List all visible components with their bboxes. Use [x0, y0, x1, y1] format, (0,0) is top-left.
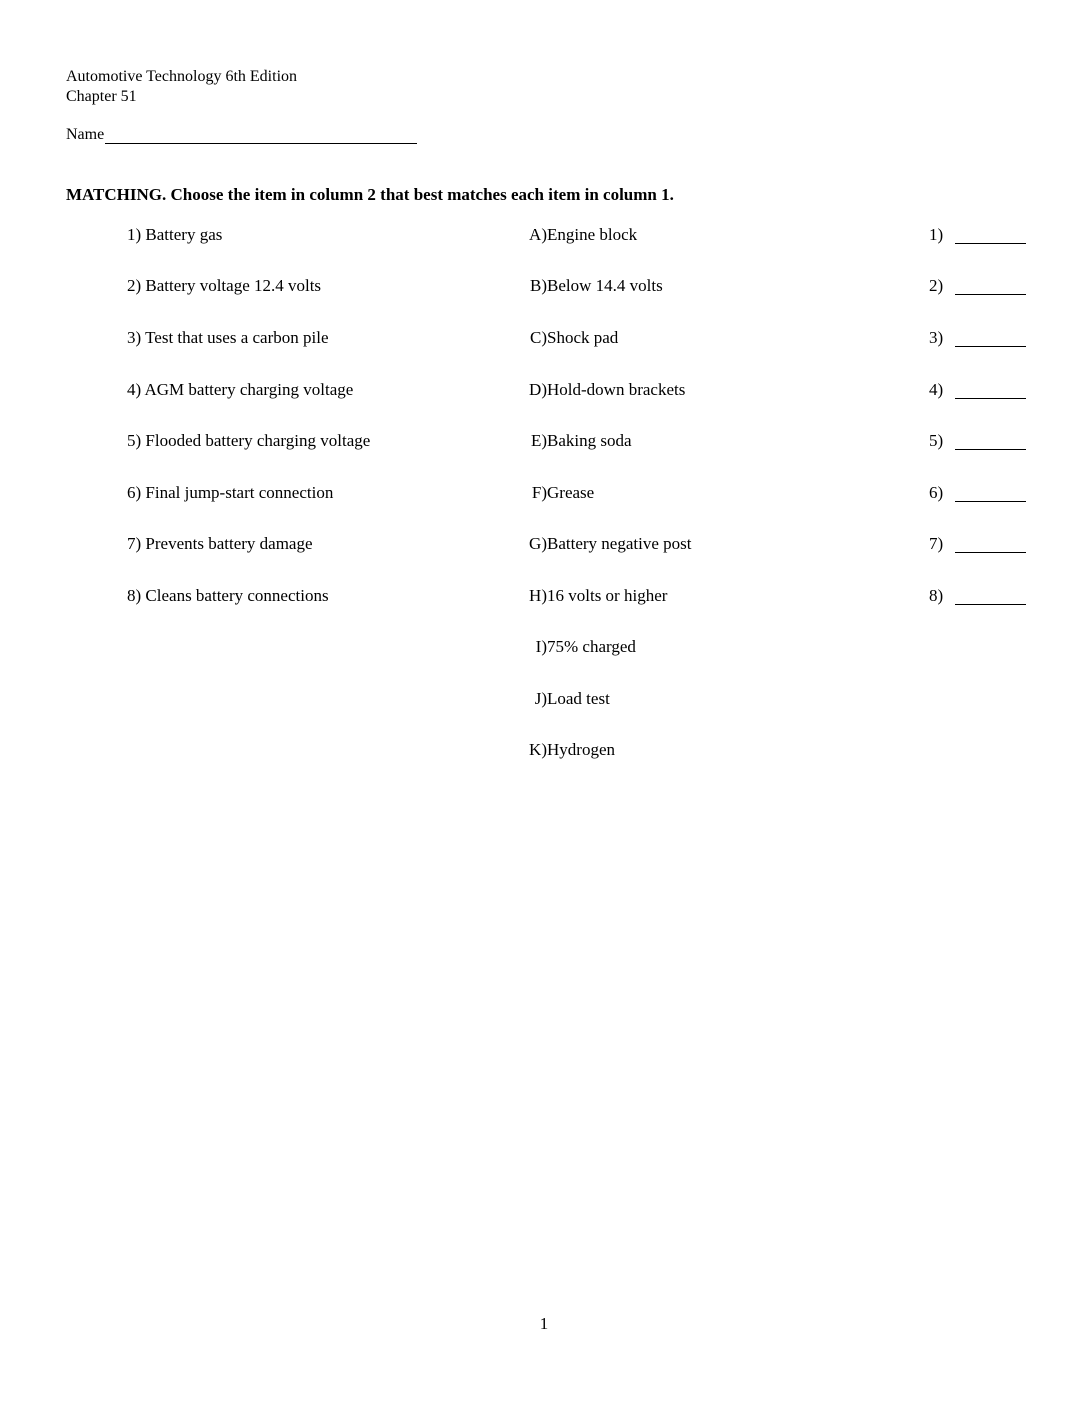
column2-letter: A)	[529, 225, 547, 244]
matching-row	[0, 223, 1088, 247]
answer-blank[interactable]	[955, 449, 1026, 450]
matching-row	[0, 635, 1088, 659]
name-field-row	[66, 125, 417, 144]
answer-blank[interactable]	[955, 346, 1026, 347]
column2-item: Hydrogen	[547, 740, 615, 759]
column2-letter: I)	[535, 637, 547, 656]
answer-blank[interactable]	[955, 501, 1026, 502]
instructions: MATCHING. Choose the item in column 2 that best matches each item in column 1.	[66, 185, 674, 204]
column1-item: 3) Test that uses a carbon pile	[127, 328, 329, 347]
column2-letter: C)	[530, 328, 547, 347]
matching-row	[0, 687, 1088, 711]
column2-item: Engine block	[547, 225, 638, 244]
answer-blank[interactable]	[955, 294, 1026, 295]
column2-letter: K)	[529, 740, 547, 759]
answer-number: 2)	[929, 276, 944, 295]
column2-letter: F)	[531, 483, 547, 502]
answer-blank[interactable]	[955, 552, 1026, 553]
answer-blank[interactable]	[955, 604, 1026, 605]
name-blank-line[interactable]	[105, 125, 417, 144]
column2-letter: G)	[529, 534, 547, 553]
column2-item: Shock pad	[547, 328, 619, 347]
answer-blank[interactable]	[955, 398, 1026, 399]
column2-item: 16 volts or higher	[547, 586, 668, 605]
column1-item: 2) Battery voltage 12.4 volts	[127, 276, 322, 295]
book-title: Automotive Technology 6th Edition	[66, 68, 298, 85]
column1-item: 6) Final jump-start connection	[127, 483, 334, 502]
answer-number: 7)	[929, 534, 944, 553]
column2-item: Load test	[547, 689, 610, 708]
answer-number: 3)	[929, 328, 944, 347]
answer-number: 1)	[929, 225, 944, 244]
answer-blank[interactable]	[955, 243, 1026, 244]
column1-item: 1) Battery gas	[127, 225, 223, 244]
matching-row	[0, 429, 1088, 453]
chapter-label: Chapter 51	[66, 88, 137, 105]
matching-row	[0, 274, 1088, 298]
column2-item: Baking soda	[547, 431, 632, 450]
column2-letter: H)	[529, 586, 547, 605]
answer-number: 8)	[929, 586, 944, 605]
answer-number: 5)	[929, 431, 944, 450]
column2-letter: D)	[529, 380, 547, 399]
name-label: Name	[66, 126, 105, 143]
column1-item: 8) Cleans battery connections	[127, 586, 329, 605]
column2-letter: E)	[530, 431, 547, 450]
column2-letter: B)	[530, 276, 547, 295]
matching-row	[0, 378, 1088, 402]
column2-item: Grease	[547, 483, 595, 502]
matching-row	[0, 532, 1088, 556]
column1-item: 5) Flooded battery charging voltage	[127, 431, 371, 450]
column2-item: Hold-down brackets	[547, 380, 686, 399]
column2-item: 75% charged	[547, 637, 636, 656]
column2-letter: J)	[534, 689, 547, 708]
column2-item: Battery negative post	[547, 534, 692, 553]
matching-row	[0, 738, 1088, 762]
matching-row	[0, 481, 1088, 505]
column2-item: Below 14.4 volts	[547, 276, 663, 295]
matching-row	[0, 326, 1088, 350]
matching-row	[0, 584, 1088, 608]
column1-item: 4) AGM battery charging voltage	[127, 380, 354, 399]
answer-number: 6)	[929, 483, 944, 502]
column1-item: 7) Prevents battery damage	[127, 534, 313, 553]
answer-number: 4)	[929, 380, 944, 399]
page-number: 1	[539, 1314, 549, 1333]
